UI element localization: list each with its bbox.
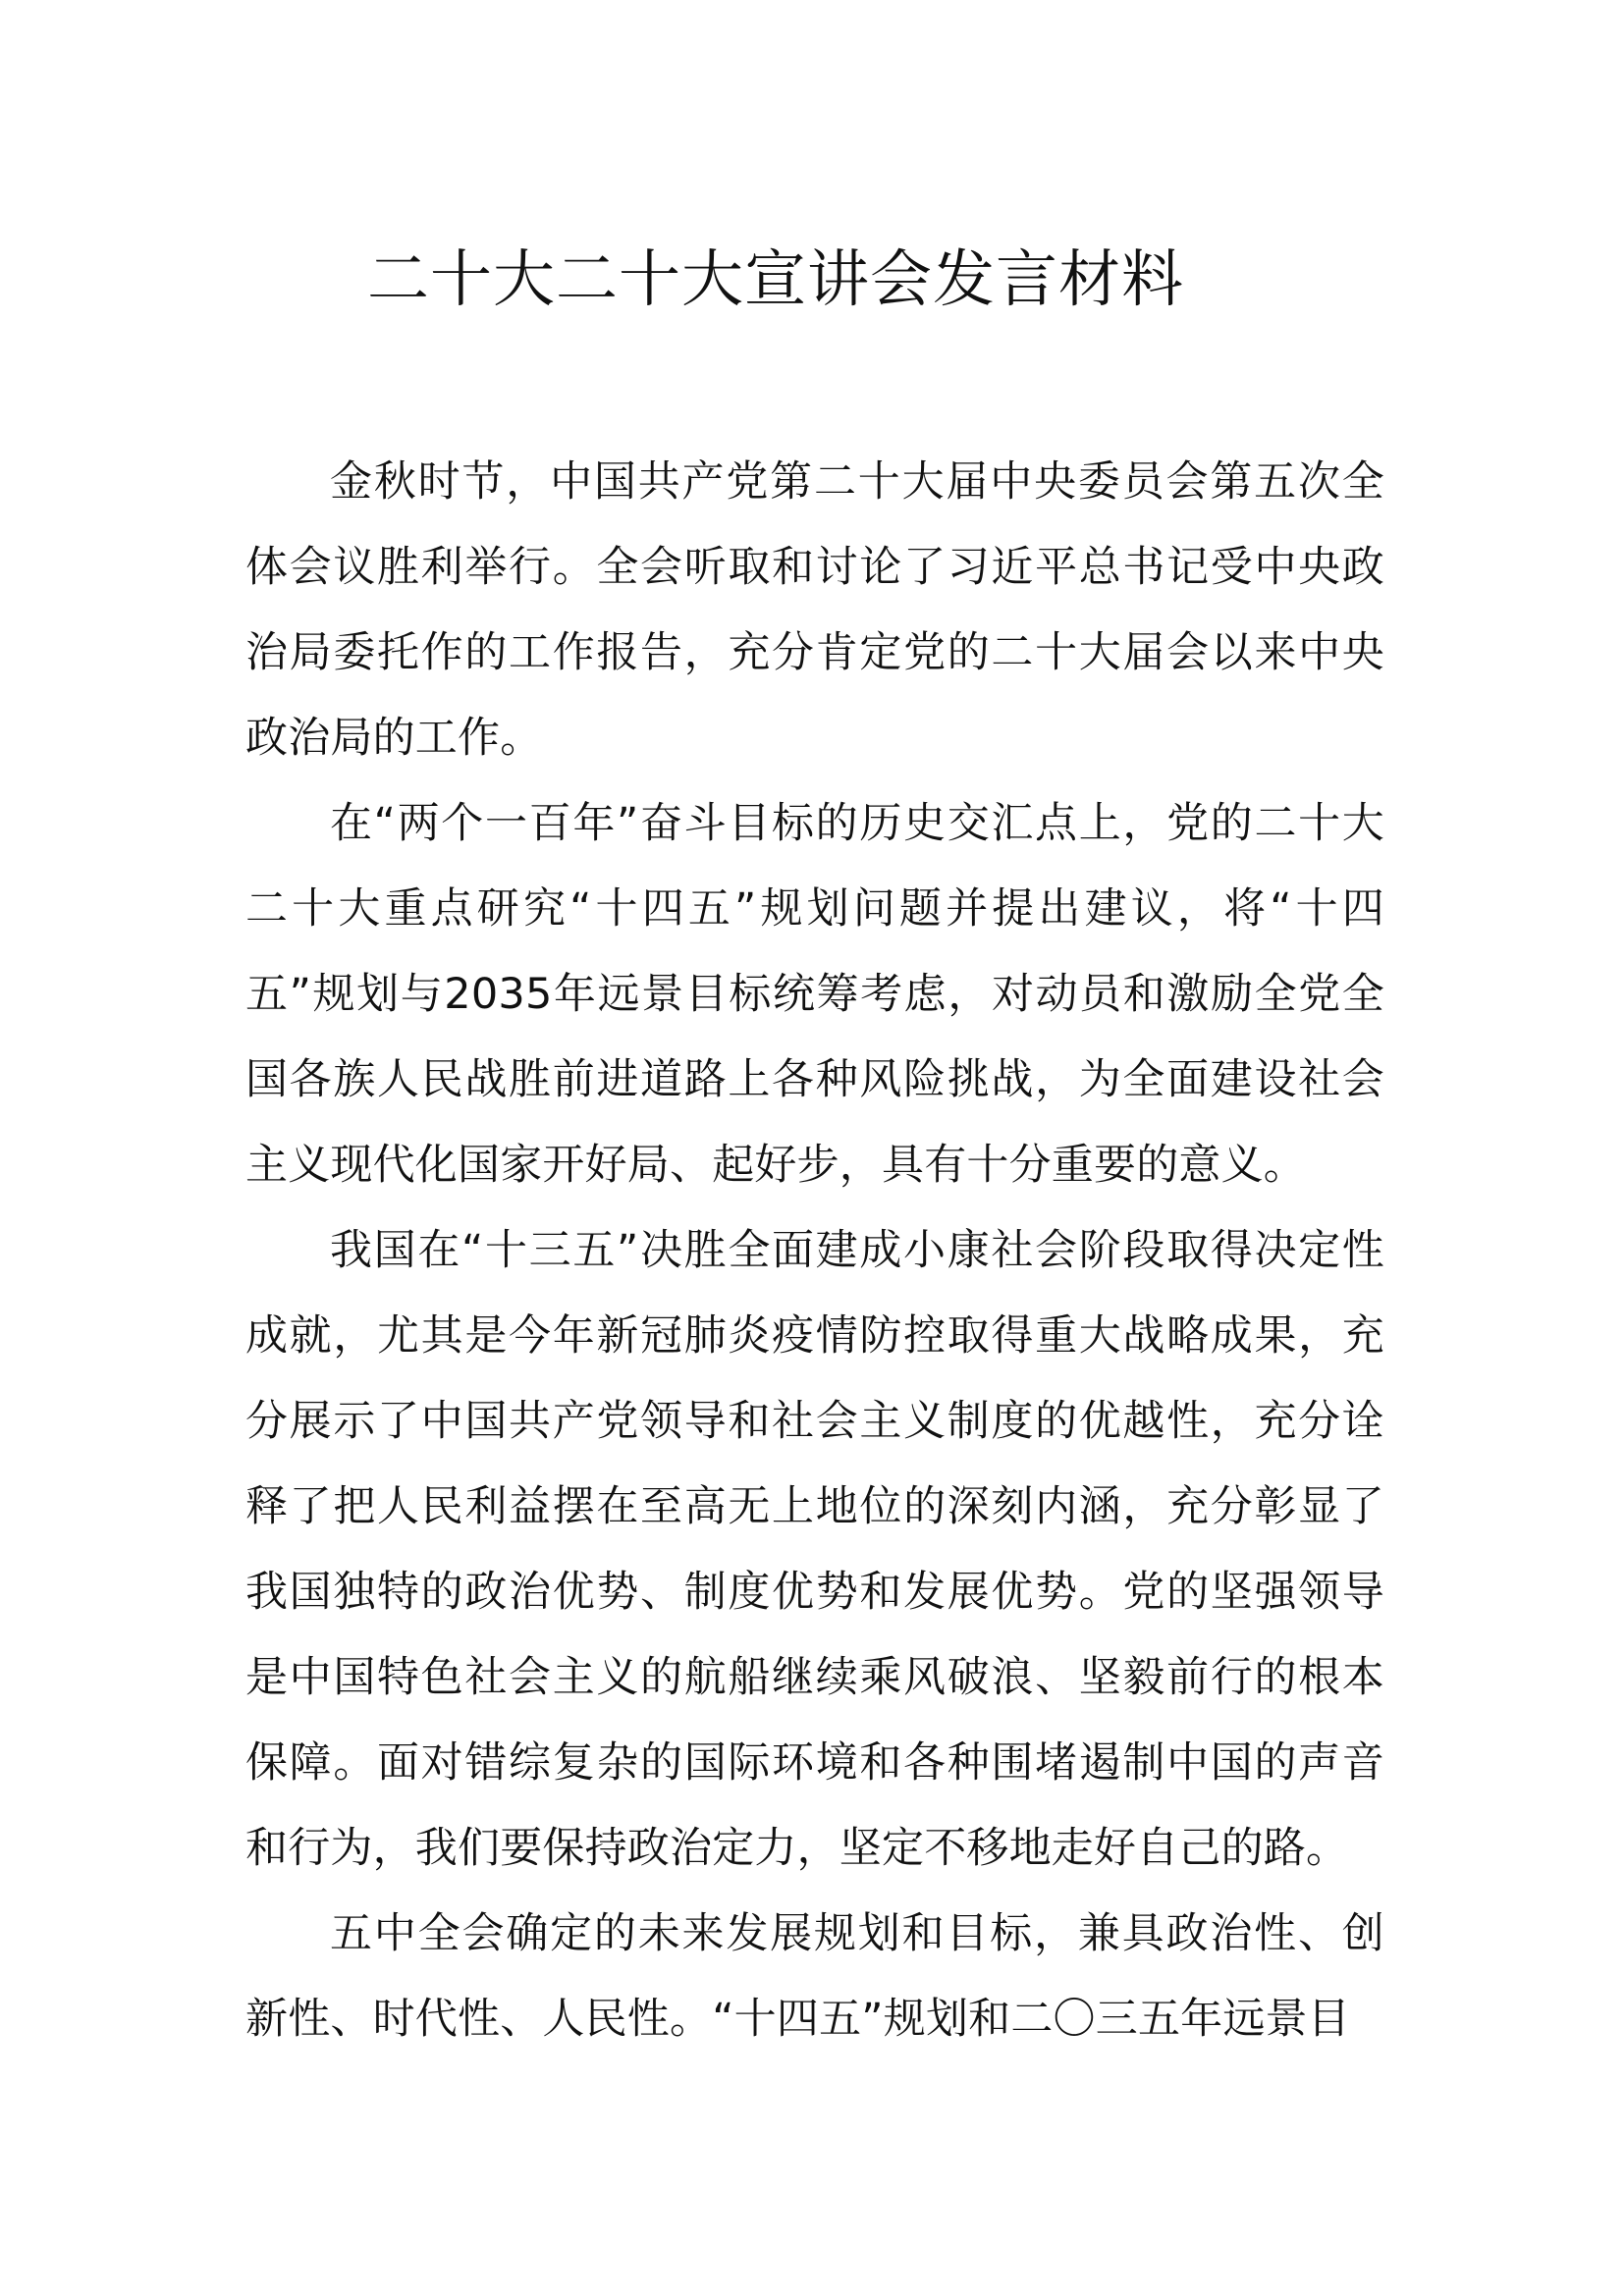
paragraph-2: 在“两个一百年”奋斗目标的历史交汇点上，党的二十大二十大重点研究“十四五”规划问题并提出建议，将“十四五”规划与2035年远景目标统筹考虑，对动员和激励全党全国各族人民战胜前进道路上各种风险挑战，为全面建设社会主义现代化国家开好局、起好步，具有十分重要的意义。 [245, 799, 1384, 1190]
paragraph-4: 五中全会确定的未来发展规划和目标，兼具政治性、创新性、时代性、人民性。“十四五”规划和二〇三五年远景目 [245, 1909, 1384, 2044]
paragraph-3: 我国在“十三五”决胜全面建成小康社会阶段取得决定性成就，尤其是今年新冠肺炎疫情防控取得重大战略成果，充分展示了中国共产党领导和社会主义制度的优越性，充分诠释了把人民利益摆在至高无上地位的深刻内涵，充分彰显了我国独特的政治优势、制度优势和发展优势。党的坚强领导是中国特色社会主义的航船继续乘风破浪、坚毅前行的根本保障。面对错综复杂的国际环境和各种围堵遏制中国的声音和行为，我们要保持政治定力，坚定不移地走好自己的路。 [245, 1226, 1384, 1873]
document-body [245, 440, 1384, 2062]
paragraph-1: 金秋时节，中国共产党第二十大届中央委员会第五次全体会议胜利举行。全会听取和讨论了习近平总书记受中央政治局委托作的工作报告，充分肯定党的二十大届会以来中央政治局的工作。 [245, 457, 1384, 763]
document-title: 二十大二十大宣讲会发言材料 [367, 243, 1184, 315]
